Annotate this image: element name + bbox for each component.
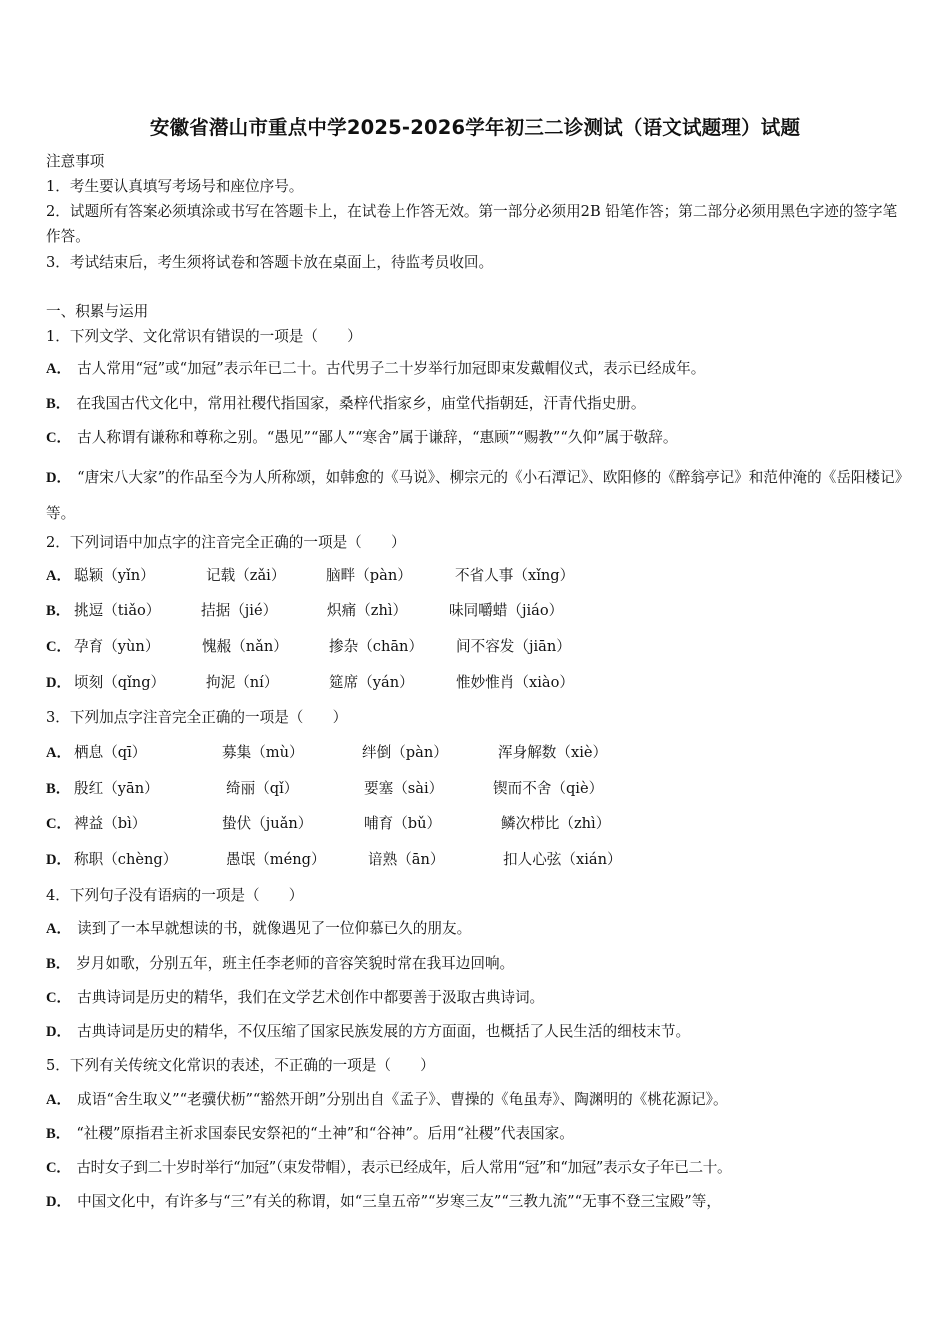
option-label: A． bbox=[46, 1092, 72, 1108]
option-label: C． bbox=[46, 639, 72, 655]
q3-cell: 锲而不舍（qiè） bbox=[493, 780, 604, 797]
option-label: D． bbox=[46, 852, 72, 868]
notice-item-2: 2．试题所有答案必须填涂或书写在答题卡上，在试卷上作答无效。第一部分必须用2B 铅笔作答；第二部分必须用黑色字迹的签字笔作答。 bbox=[46, 203, 898, 245]
option-label: B． bbox=[46, 1126, 71, 1142]
q2-cell: 顷刻（qǐng） bbox=[74, 674, 166, 691]
q2-cell: 拮据（jié） bbox=[201, 602, 278, 619]
q3-cell: 蛰伏（juǎn） bbox=[222, 815, 313, 832]
notice-item-3: 3．考试结束后，考生须将试卷和答题卡放在桌面上，待监考员收回。 bbox=[46, 254, 494, 271]
option-text: 读到了一本早就想读的书，就像遇见了一位仰慕已久的朋友。 bbox=[77, 920, 472, 937]
option-text: 中国文化中，有许多与“三”有关的称谓，如“三皇五帝”“岁寒三友”“三教九流”“无事不登三宝殿”等， bbox=[77, 1193, 721, 1210]
q3-cell: 殷红（yān） bbox=[74, 780, 159, 797]
q2-cell: 脑畔（pàn） bbox=[326, 567, 412, 584]
question-1-stem: 1．下列文学、文化常识有错误的一项是（ ） bbox=[46, 328, 362, 345]
option-label: A． bbox=[46, 921, 72, 937]
option-label: C． bbox=[46, 430, 72, 446]
option-text: 古人称谓有谦称和尊称之别。“愚见”“鄙人”“寒舍”属于谦辞，“惠顾”“赐教”“久仰”属于敬辞。 bbox=[77, 429, 678, 446]
q1-option-b bbox=[46, 394, 646, 414]
q3-cell: 募集（mù） bbox=[222, 744, 304, 761]
q3-cell: 栖息（qī） bbox=[74, 744, 147, 761]
q3-cell: 绊倒（pàn） bbox=[362, 744, 448, 761]
q3-cell: 哺育（bǔ） bbox=[364, 815, 442, 832]
q2-cell: 聪颖（yǐn） bbox=[74, 567, 155, 584]
q3-cell: 称职（chèng） bbox=[74, 851, 178, 868]
page-title: 安徽省潜山市重点中学2025-2026学年初三二诊测试（语文试题理）试题 bbox=[149, 116, 801, 139]
option-text: 古典诗词是历史的精华，不仅压缩了国家民族发展的方方面面，也概括了人民生活的细枝末节。 bbox=[77, 1023, 691, 1040]
option-label: B． bbox=[46, 781, 71, 797]
q3-cell: 谙熟（ān） bbox=[368, 851, 445, 868]
q4-option-a bbox=[46, 919, 471, 939]
option-label: D． bbox=[46, 1024, 72, 1040]
q3-cell: 鳞次栉比（zhì） bbox=[501, 815, 611, 832]
option-label: D． bbox=[46, 1194, 72, 1210]
option-label: A． bbox=[46, 568, 72, 584]
q2-cell: 炽痛（zhì） bbox=[327, 602, 408, 619]
option-label: B． bbox=[46, 603, 71, 619]
question-5-stem: 5．下列有关传统文化常识的表述，不正确的一项是（ ） bbox=[46, 1057, 435, 1074]
q2-cell: 拘泥（ní） bbox=[206, 674, 279, 691]
option-label: B． bbox=[46, 956, 71, 972]
q4-option-d bbox=[46, 1022, 690, 1042]
question-3-stem: 3．下列加点字注音完全正确的一项是（ ） bbox=[46, 709, 348, 726]
q5-option-b bbox=[46, 1124, 574, 1144]
option-label: A． bbox=[46, 745, 72, 761]
option-label: C． bbox=[46, 816, 72, 832]
q5-option-a bbox=[46, 1090, 728, 1110]
q3-cell: 扣人心弦（xián） bbox=[503, 851, 622, 868]
q3-cell: 裨益（bì） bbox=[74, 815, 147, 832]
q2-cell: 挑逗（tiǎo） bbox=[74, 602, 161, 619]
option-text: 古时女子到二十岁时举行“加冠”（束发带帽），表示已经成年，后人常用“冠”和“加冠”表示女子年已二十。 bbox=[76, 1159, 732, 1176]
q3-cell: 绮丽（qǐ） bbox=[226, 780, 299, 797]
q2-cell: 筵席（yán） bbox=[329, 674, 414, 691]
q2-cell: 愧赧（nǎn） bbox=[202, 638, 288, 655]
q3-cell: 愚氓（méng） bbox=[226, 851, 326, 868]
question-4-stem: 4．下列句子没有语病的一项是（ ） bbox=[46, 887, 304, 904]
q3-cell: 浑身解数（xiè） bbox=[498, 744, 608, 761]
q5-option-c bbox=[46, 1158, 731, 1178]
q1-option-c bbox=[46, 428, 677, 448]
q2-cell: 记载（zǎi） bbox=[206, 567, 286, 584]
q1-option-a bbox=[46, 359, 705, 379]
q4-option-b bbox=[46, 954, 514, 974]
option-label: D． bbox=[46, 470, 72, 486]
option-text: 古典诗词是历史的精华，我们在文学艺术创作中都要善于汲取古典诗词。 bbox=[77, 989, 545, 1006]
option-label: B． bbox=[46, 396, 71, 412]
option-label: A． bbox=[46, 361, 72, 377]
q2-cell: 孕育（yùn） bbox=[74, 638, 160, 655]
q3-cell: 要塞（sài） bbox=[364, 780, 444, 797]
q4-option-c bbox=[46, 988, 544, 1008]
question-2-stem: 2．下列词语中加点字的注音完全正确的一项是（ ） bbox=[46, 534, 406, 551]
q2-cell: 掺杂（chān） bbox=[329, 638, 424, 655]
option-label: D． bbox=[46, 675, 72, 691]
q2-cell: 间不容发（jiān） bbox=[456, 638, 571, 655]
q1-option-d bbox=[46, 460, 908, 532]
q2-cell: 惟妙惟肖（xiào） bbox=[456, 674, 574, 691]
section-heading: 一、积累与运用 bbox=[46, 303, 149, 320]
option-label: C． bbox=[46, 1160, 71, 1176]
q2-cell: 不省人事（xǐng） bbox=[455, 567, 575, 584]
option-text: 成语“舍生取义”“老骥伏枥”“豁然开朗”分别出自《孟子》、曹操的《龟虽寿》、陶渊明的《桃花源记》。 bbox=[77, 1091, 728, 1108]
option-text: “社稷”原指君主祈求国泰民安祭祀的“土神”和“谷神”。后用“社稷”代表国家。 bbox=[76, 1125, 574, 1142]
option-text: 岁月如歌，分别五年，班主任李老师的音容笑貌时常在我耳边回响。 bbox=[76, 955, 515, 972]
notice-heading: 注意事项 bbox=[46, 153, 105, 170]
option-label: C． bbox=[46, 990, 72, 1006]
notice-item-1: 1．考生要认真填写考场号和座位序号。 bbox=[46, 178, 304, 195]
option-text: 在我国古代文化中，常用社稷代指国家，桑梓代指家乡，庙堂代指朝廷，汗青代指史册。 bbox=[76, 395, 646, 412]
option-text: “唐宋八大家”的作品至今为人所称颂，如韩愈的《马说》、柳宗元的《小石潭记》、欧阳修的《醉翁亭记》和范仲淹的《岳阳楼记》等。 bbox=[46, 469, 903, 522]
option-text: 古人常用“冠”或“加冠”表示年已二十。古代男子二十岁举行加冠即束发戴帽仪式，表示已经成年。 bbox=[77, 360, 706, 377]
q2-cell: 味同嚼蜡（jiáo） bbox=[449, 602, 564, 619]
q5-option-d bbox=[46, 1192, 721, 1212]
